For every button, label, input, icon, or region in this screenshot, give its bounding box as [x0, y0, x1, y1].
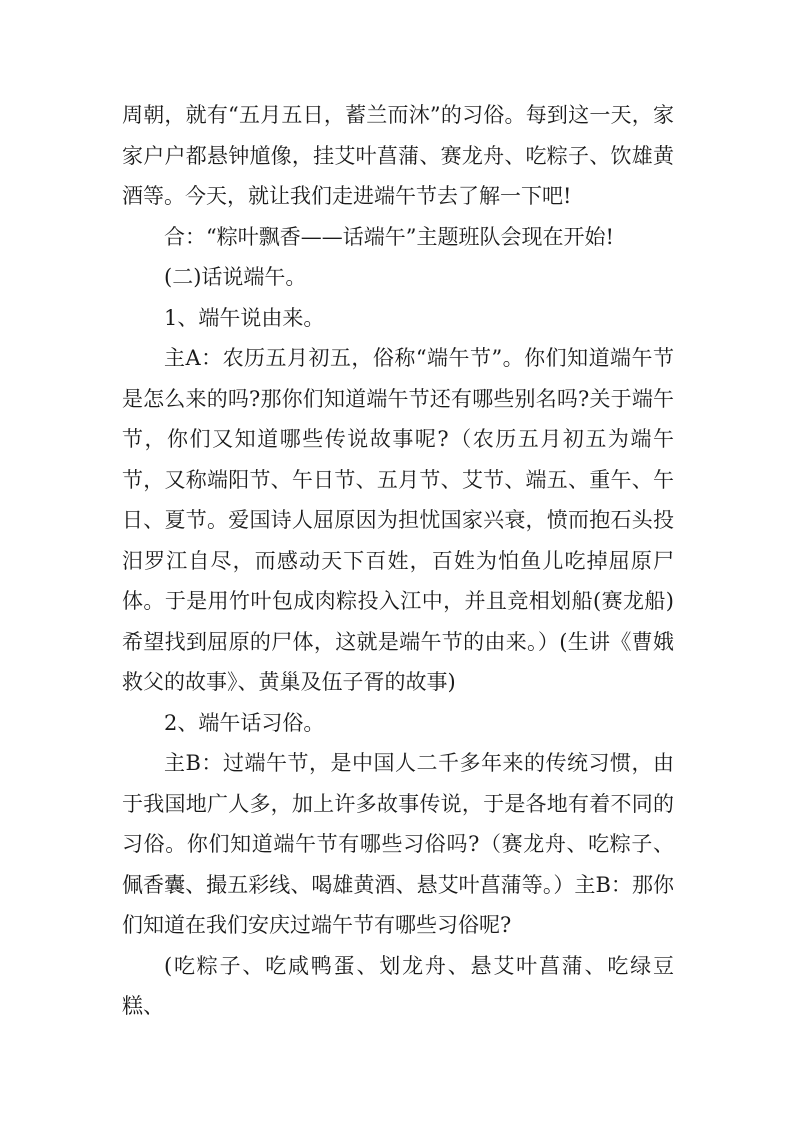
section-heading-talk-duanwu: (二)话说端午。	[164, 265, 307, 289]
paragraph-intro: 周朝，就有“五月五日，蓄兰而沐”的习俗。每到这一天，家家户户都悬钟馗像，挂艾叶菖蒲、赛龙舟、吃粽子、饮雄黄酒等。今天，就让我们走进端午节去了解一下吧!	[122, 103, 674, 208]
paragraph-host-a-origin: 主A：农历五月初五，俗称“端午节”。你们知道端午节是怎么来的吗?那你们知道端午节还有哪些别名吗?关于端午节，你们又知道哪些传说故事呢?（农历五月初五为端午节，又称端阳节、午日节、五月节、艾节、端五、重午、午日、夏节。爱国诗人屈原因为担忧国家兴衰，愤而抱石头投汨罗江自尽，而感动天下百姓，百姓为怕鱼儿吃掉屈原尸体。于是用竹叶包成肉粽投入江中，并且竞相划船(赛龙船)希望找到屈原的尸体，这就是端午节的由来。）(生讲《曹娥救父的故事》、黄巢及伍子胥的故事)	[122, 346, 674, 694]
subheading-customs: 2、端午话习俗。	[164, 710, 325, 735]
paragraph-opening-announcement: 合：“粽叶飘香——话端午”主题班队会现在开始!	[164, 224, 614, 249]
subheading-origin: 1、端午说由来。	[164, 305, 325, 330]
document-body	[122, 95, 674, 1027]
paragraph-host-b-customs: 主B：过端午节，是中国人二千多年来的传统习惯，由于我国地广人多，加上许多故事传说，于是各地有着不同的习俗。你们知道端午节有哪些习俗吗?（赛龙舟、吃粽子、佩香囊、撮五彩线、喝雄黄酒、悬艾叶菖蒲等。）主B：那你们知道在我们安庆过端午节有哪些习俗呢?	[122, 751, 674, 937]
paragraph-anqing-customs: (吃粽子、吃咸鸭蛋、划龙舟、悬艾叶菖蒲、吃绿豆糕、	[122, 953, 674, 1018]
